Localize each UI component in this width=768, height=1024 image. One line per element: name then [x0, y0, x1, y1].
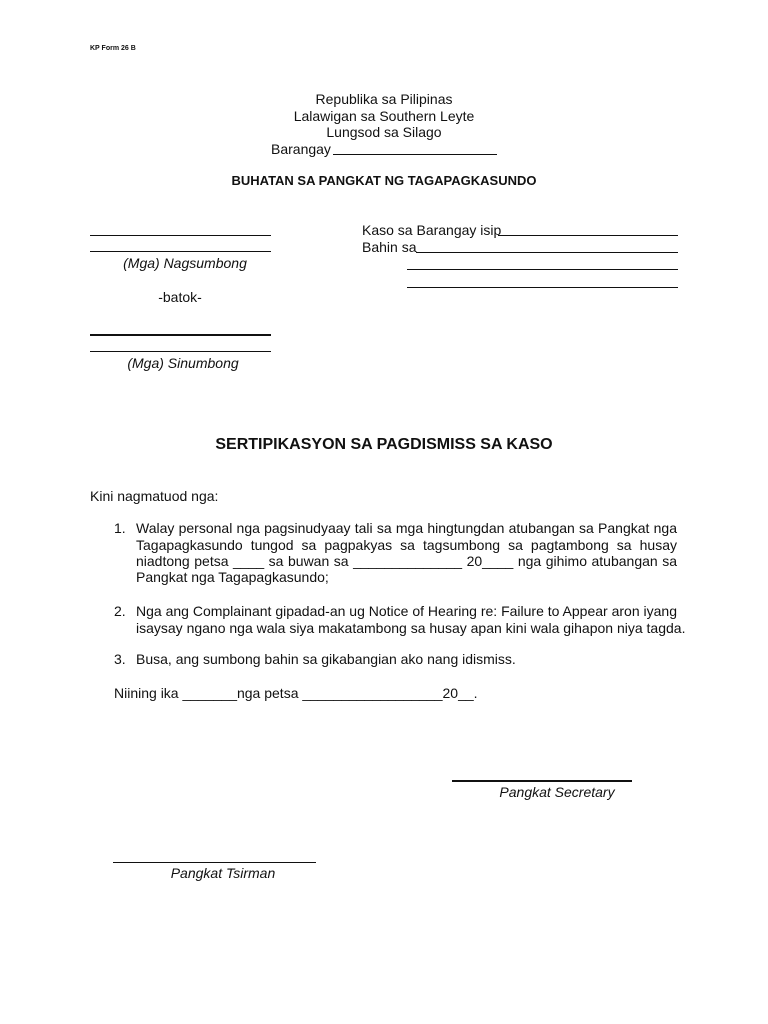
date-line: Niining ika _______nga petsa __________________20__. [114, 685, 478, 701]
header-city: Lungsod sa Silago [326, 124, 442, 140]
intro-text: Kini nagmatuod nga: [90, 488, 219, 504]
case-subject-blank-1[interactable] [416, 252, 678, 253]
chairman-signature-line[interactable] [113, 862, 316, 863]
respondent-label: (Mga) Sinumbong [127, 355, 239, 371]
item-2-number: 2. [114, 603, 126, 619]
case-subject-blank-3[interactable] [407, 287, 678, 288]
complainant-label: (Mga) Nagsumbong [123, 255, 247, 271]
barangay-blank[interactable] [333, 154, 497, 155]
item-2-line-1: Nga ang Complainant gipadad-an ug Notice of Hearing re: Failure to Appear aron iyang [136, 603, 677, 619]
item-1-line-2: Tagapagkasundo tungod sa pagpakyas sa tagsumbong sa pagtambong sa husay [136, 537, 677, 553]
case-number-label: Kaso sa Barangay isip [362, 222, 502, 238]
item-3-number: 3. [114, 651, 126, 667]
form-code: KP Form 26 B [90, 45, 136, 52]
case-subject-blank-2[interactable] [407, 269, 678, 270]
secretary-signature-line[interactable] [452, 780, 632, 782]
complainant-blank-1[interactable] [90, 235, 271, 236]
chairman-label: Pangkat Tsirman [170, 865, 276, 881]
barangay-label: Barangay [271, 141, 331, 157]
respondent-blank-1[interactable] [90, 334, 271, 336]
item-1-number: 1. [114, 520, 126, 536]
certificate-title: SERTIPIKASYON SA PAGDISMISS SA KASO [215, 436, 553, 453]
secretary-label: Pangkat Secretary [499, 784, 615, 800]
office-title: BUHATAN SA PANGKAT NG TAGAPAGKASUNDO [231, 173, 537, 188]
item-1-line-1: Walay personal nga pagsinudyaay tali sa mga hingtungdan atubangan sa Pangkat nga [136, 520, 677, 536]
item-3-line-1: Busa, ang sumbong bahin sa gikabangian ako nang idismiss. [136, 651, 516, 667]
item-1-line-3: niadtong petsa ____ sa buwan sa ______________ 20____ nga gihimo atubangan sa [136, 553, 677, 569]
respondent-blank-2[interactable] [90, 351, 271, 352]
item-2-line-2: isaysay ngano nga wala siya makatambong sa husay apan kini wala gihapon niya tagda. [136, 620, 686, 636]
versus-text: -batok- [158, 289, 202, 305]
header-country: Republika sa Pilipinas [315, 91, 453, 107]
complainant-blank-2[interactable] [90, 251, 271, 252]
case-number-blank[interactable] [498, 235, 678, 236]
case-subject-label: Bahin sa [362, 239, 417, 255]
header-province: Lalawigan sa Southern Leyte [293, 108, 475, 124]
item-1-line-4: Pangkat nga Tagapagkasundo; [136, 569, 329, 585]
